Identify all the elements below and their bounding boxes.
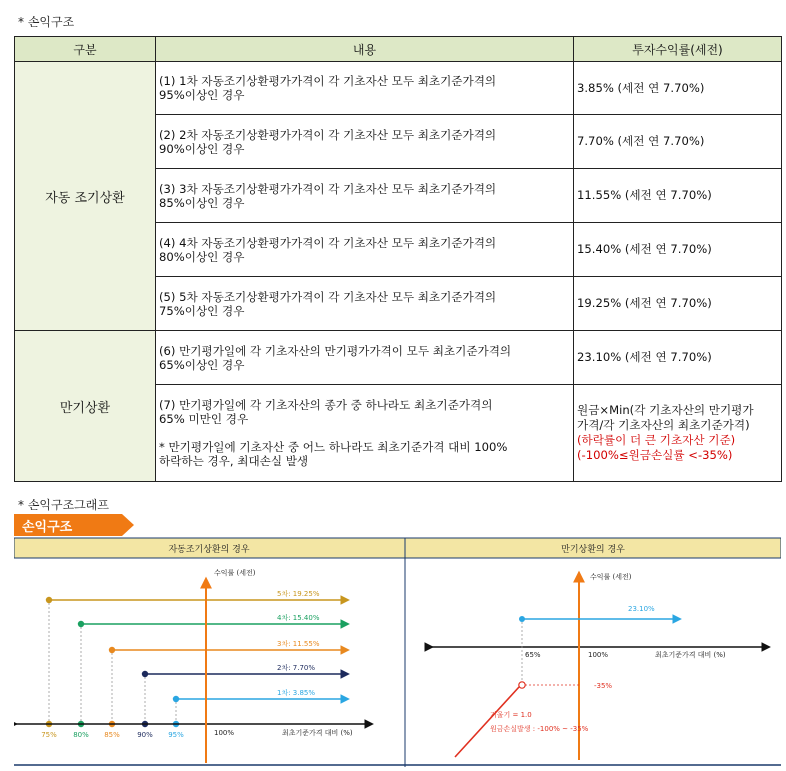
level-start-dot xyxy=(142,671,148,677)
left-panel-title: 자동조기상환의 경우 xyxy=(168,545,250,555)
desc-line: (7) 만기평가일에 각 기초자산의 종가 중 하나라도 최초기준가격의 xyxy=(159,398,493,412)
x-tick-label: 80% xyxy=(73,731,89,739)
level-start-dot xyxy=(173,696,179,702)
row-desc xyxy=(156,115,574,169)
level-start-dot xyxy=(46,597,52,603)
header-category: 구분 xyxy=(15,37,156,62)
return-line: 가격/각 기초자산의 최초기준가격) xyxy=(577,418,750,432)
level-label: 5차: 19.25% xyxy=(277,590,320,598)
desc-line: (2) 2차 자동조기상환평가가격이 각 기초자산 모두 최초기준가격의 xyxy=(159,127,497,142)
loss-range-label: 원금손실발생 : -100% ~ -35% xyxy=(490,725,589,733)
desc-line: (4) 4차 자동조기상환평가가격이 각 기초자산 모두 최초기준가격의 xyxy=(159,235,497,250)
maturity-loss-label: -35% xyxy=(594,682,613,690)
right-65-label: 65% xyxy=(525,651,541,659)
row-desc xyxy=(156,169,574,223)
header-content: 내용 xyxy=(156,37,574,62)
row-desc xyxy=(156,385,574,482)
row-return: 15.40% (세전 연 7.70%) xyxy=(574,223,782,277)
desc-line: (5) 5차 자동조기상환평가가격이 각 기초자산 모두 최초기준가격의 xyxy=(159,289,497,304)
maturity-gain-start-dot xyxy=(519,616,525,622)
desc-line: 65% 미만인 경우 xyxy=(159,412,249,426)
left-x-label: 최초기준가격 대비 (%) xyxy=(282,729,353,737)
right-100-label: 100% xyxy=(588,651,609,659)
row-return: 7.70% (세전 연 7.70%) xyxy=(574,115,782,169)
desc-line: 75%이상인 경우 xyxy=(159,303,245,318)
table-header-row xyxy=(15,37,782,62)
return-line-red: (하락률이 더 큰 기초자산 기준) xyxy=(577,433,736,447)
maturity-gain-label: 23.10% xyxy=(628,605,655,613)
maturity-loss-line xyxy=(455,687,519,757)
return-line: 원금×Min(각 기초자산의 만기평가 xyxy=(577,403,754,417)
desc-line: 80%이상인 경우 xyxy=(159,249,245,264)
category-maturity: 만기상환 xyxy=(15,331,156,482)
row-return: 11.55% (세전 연 7.70%) xyxy=(574,169,782,223)
row-desc xyxy=(156,223,574,277)
desc-line: (1) 1차 자동조기상환평가가격이 각 기초자산 모두 최초기준가격의 xyxy=(159,74,497,88)
desc-line: 65%이상인 경우 xyxy=(159,357,245,372)
category-early-redemption: 자동 조기상환 xyxy=(15,62,156,331)
table-row xyxy=(15,331,782,385)
desc-line: (3) 3차 자동조기상환평가가격이 각 기초자산 모두 최초기준가격의 xyxy=(159,181,497,196)
note-line: 하락하는 경우, 최대손실 발생 xyxy=(159,454,309,468)
right-panel-title: 만기상환의 경우 xyxy=(561,545,625,555)
desc-line: (6) 만기평가일에 각 기초자산의 만기평가가격이 모두 최초기준가격의 xyxy=(159,343,512,358)
return-line-red: (-100%≤원금손실률 <-35%) xyxy=(577,448,733,462)
desc-line: 85%이상인 경우 xyxy=(159,195,245,210)
x-tick-label: 95% xyxy=(168,731,184,739)
row-return: 3.85% (세전 연 7.70%) xyxy=(574,62,782,115)
level-label: 3차: 11.55% xyxy=(277,640,320,648)
level-label: 2차: 7.70% xyxy=(277,664,316,672)
maturity-loss-open-dot xyxy=(519,682,525,688)
left-100-label: 100% xyxy=(214,729,235,737)
x-tick-label: 85% xyxy=(104,731,120,739)
pl-structure-table xyxy=(14,36,782,482)
section-title-graph: * 손익구조그래프 xyxy=(18,498,109,512)
row-return: 23.10% (세전 연 7.70%) xyxy=(574,331,782,385)
pl-graph xyxy=(14,535,781,767)
note-line: * 만기평가일에 기초자산 중 어느 하나라도 최초기준가격 대비 100% xyxy=(159,440,508,454)
x-tick-label: 90% xyxy=(137,731,153,739)
row-desc xyxy=(156,331,574,385)
row-return xyxy=(574,385,782,482)
banner-label: 손익구조 xyxy=(22,520,73,535)
right-x-label: 최초기준가격 대비 (%) xyxy=(655,651,726,659)
row-desc xyxy=(156,62,574,115)
table-row xyxy=(15,62,782,115)
x-tick-label: 75% xyxy=(41,731,57,739)
early-redemption-levels xyxy=(41,589,348,739)
level-label: 4차: 15.40% xyxy=(277,614,320,622)
level-start-dot xyxy=(109,647,115,653)
right-y-label: 수익률 (세전) xyxy=(590,573,632,581)
section-title-pl: * 손익구조 xyxy=(18,15,75,29)
desc-line: 90%이상인 경우 xyxy=(159,141,245,156)
level-start-dot xyxy=(78,621,84,627)
header-return: 투자수익률(세전) xyxy=(574,37,782,62)
level-label: 1차: 3.85% xyxy=(277,689,316,697)
left-y-label: 수익률 (세전) xyxy=(214,569,256,577)
slope-label: 기울기 = 1.0 xyxy=(490,711,532,719)
row-return: 19.25% (세전 연 7.70%) xyxy=(574,277,782,331)
row-desc xyxy=(156,277,574,331)
desc-line: 95%이상인 경우 xyxy=(159,88,245,102)
